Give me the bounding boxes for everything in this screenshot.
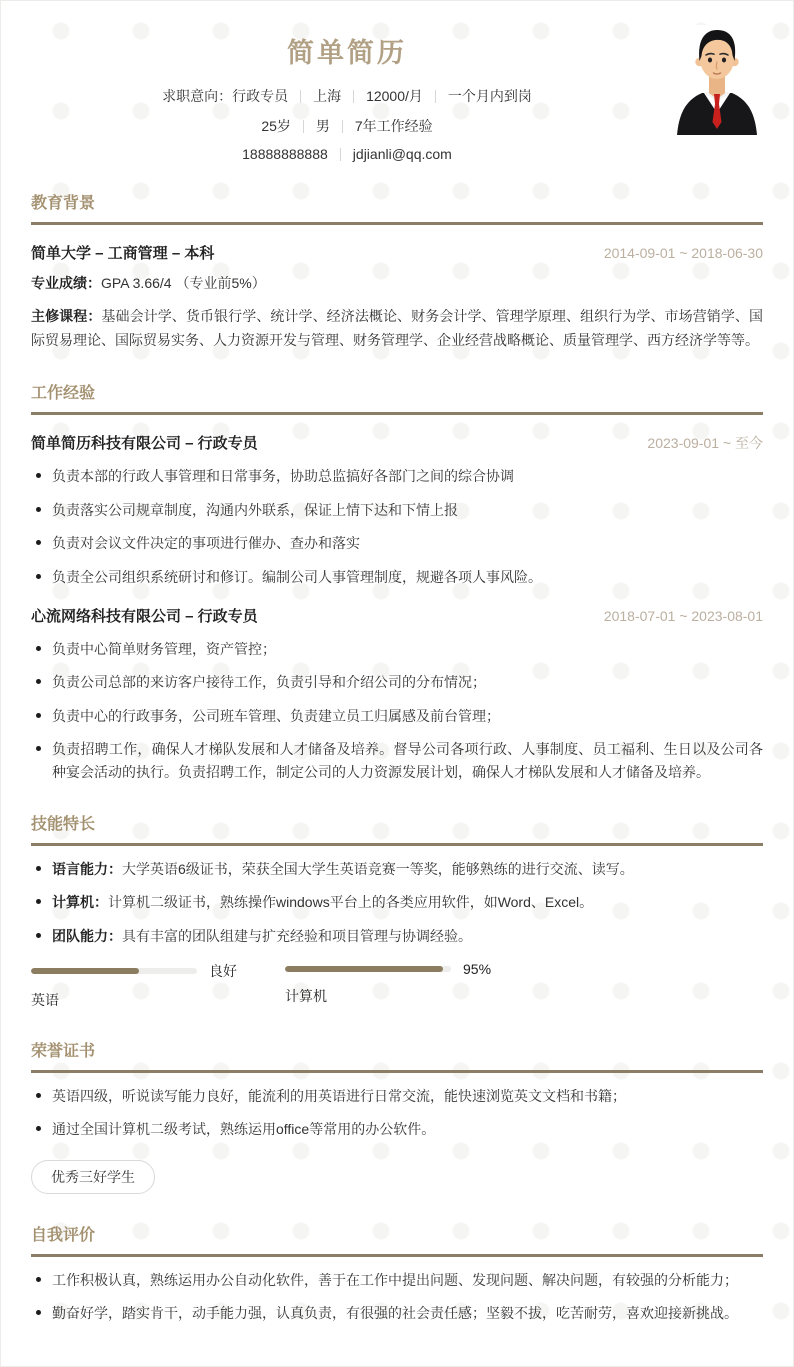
gpa-label: 专业成绩： (31, 275, 101, 291)
honor-item: 英语四级，听说读写能力良好，能流利的用英语进行日常交流，能快速浏览英文文档和书籍； (31, 1085, 763, 1107)
header-text-block (31, 25, 663, 162)
skill-text: 大学英语6级证书，荣获全国大学生英语竞赛一等奖，能够熟练的进行交流、读写。 (122, 860, 634, 877)
job-duty: 负责落实公司规章制度，沟通内外联系，保证上情下达和下情上报 (31, 499, 763, 521)
self-eval-heading: 自我评价 (31, 1222, 763, 1257)
personal-info-line (31, 116, 663, 136)
bar-row (285, 961, 491, 977)
job-duties (31, 638, 763, 783)
section-skills (31, 811, 763, 1010)
phone-number: 18888888888 (242, 146, 328, 162)
work-heading: 工作经验 (31, 380, 763, 415)
intent-city: 上海 (313, 88, 342, 104)
divider (342, 120, 343, 133)
skill-label: 团队能力： (52, 927, 122, 944)
section-self-evaluation (31, 1222, 763, 1325)
gender: 男 (315, 118, 330, 134)
resume-title: 简单简历 (287, 38, 407, 68)
job-intent-label: 求职意向： (162, 88, 233, 104)
job-date: 2018-07-01 ~ 2023-08-01 (603, 607, 763, 624)
skill-text: 具有丰富的团队组建与扩充经验和项目管理与协调经验。 (122, 927, 472, 944)
bar-value-label: 95% (463, 961, 492, 978)
section-education (31, 190, 763, 352)
skill-label: 计算机： (52, 894, 108, 911)
job-entry (31, 432, 763, 588)
progress-fill (31, 968, 139, 974)
progress-track (31, 968, 197, 974)
education-heading: 教育背景 (31, 190, 763, 225)
experience-years: 7年工作经验 (354, 118, 433, 134)
job-intent-line (31, 86, 663, 106)
skill-text: 计算机二级证书，熟练操作windows平台上的各类应用软件，如Word、Excel。 (108, 894, 594, 911)
email-address: jdjianli@qq.com (352, 146, 452, 162)
skill-bar-english (31, 961, 237, 1010)
gpa-value: GPA 3.66/4 （专业前5%） (101, 275, 266, 291)
skill-label: 语言能力： (52, 860, 122, 877)
bar-value-label: 良好 (209, 963, 237, 980)
job-duty: 负责公司总部的来访客户接待工作，负责引导和介绍公司的分布情况； (31, 671, 763, 693)
resume-header (31, 1, 763, 162)
age: 25岁 (261, 118, 291, 134)
avatar-illustration (671, 25, 763, 135)
divider (300, 90, 301, 103)
self-eval-item: 勤奋好学，踏实肯干，动手能力强，认真负责，有很强的社会责任感；坚毅不拔，吃苦耐劳，喜欢迎接新挑战。 (31, 1302, 763, 1324)
honor-list (31, 1085, 763, 1141)
photo-column (663, 25, 763, 135)
courses-label: 主修课程： (31, 307, 102, 324)
job-duty: 负责对会议文件决定的事项进行催办、查办和落实 (31, 532, 763, 554)
education-date: 2014-09-01 ~ 2018-06-30 (603, 245, 763, 261)
skill-item (31, 891, 763, 913)
company-position: 简单简历科技有限公司 – 行政专员 (31, 435, 258, 453)
job-duty: 负责中心的行政事务，公司班车管理、负责建立员工归属感及前台管理； (31, 705, 763, 727)
courses-value: 基础会计学、货币银行学、统计学、经济法概论、财务会计学、管理学原理、组织行为学、市场营销学、国际贸易理论、国际贸易实务、人力资源开发与管理、财务管理学、企业经营战略概论、质量管理学、西方经济学等等。 (31, 307, 764, 348)
job-entry (31, 605, 763, 783)
company-position: 心流网络科技有限公司 – 行政专员 (31, 607, 258, 625)
courses-line (31, 305, 763, 353)
job-duties (31, 465, 763, 588)
intent-availability: 一个月内到岗 (447, 88, 532, 104)
intent-salary: 12000/月 (366, 88, 423, 104)
job-duty: 负责中心简单财务管理，资产管控； (31, 638, 763, 660)
divider (303, 120, 304, 133)
job-duty: 负责本部的行政人事管理和日常事务，协助总监搞好各部门之间的综合协调 (31, 465, 763, 487)
skill-item (31, 858, 763, 880)
skill-bar-computer (285, 961, 491, 1010)
progress-fill (285, 966, 443, 972)
divider (340, 148, 341, 161)
self-eval-item: 工作积极认真，熟练运用办公自动化软件，善于在工作中提出问题、发现问题、解决问题，有较强的分析能力； (31, 1269, 763, 1291)
skill-item (31, 925, 763, 947)
section-work (31, 380, 763, 783)
bar-name: 计算机 (285, 988, 327, 1005)
job-duty: 负责招聘工作，确保人才梯队发展和人才储备及培养。督导公司各项行政、人事制度、员工福利、生日以及公司各种宴会活动的执行。负责招聘工作，制定公司的人力资源发展计划，确保人才梯队发展和人才储备及培养。 (31, 738, 763, 783)
self-eval-list (31, 1269, 763, 1325)
job-entry-head (31, 432, 763, 453)
job-entry-head (31, 605, 763, 626)
intent-position: 行政专员 (232, 88, 289, 104)
honor-badge: 优秀三好学生 (31, 1160, 155, 1194)
progress-track (285, 966, 451, 972)
skill-list (31, 858, 763, 947)
contact-line (31, 146, 663, 162)
honor-item: 通过全国计算机二级考试，熟练运用office等常用的办公软件。 (31, 1118, 763, 1140)
job-duty: 负责全公司组织系统研讨和修订。编制公司人事管理制度，规避各项人事风险。 (31, 566, 763, 588)
bar-name: 英语 (31, 992, 59, 1009)
gpa-line (31, 272, 763, 296)
bar-row (31, 961, 237, 981)
divider (353, 90, 354, 103)
divider (435, 90, 436, 103)
skills-heading: 技能特长 (31, 811, 763, 846)
skill-bars (31, 961, 763, 1010)
school-name: 简单大学 – 工商管理 – 本科 (31, 245, 215, 262)
job-date: 2023-09-01 ~ 至今 (647, 435, 763, 452)
section-honors (31, 1038, 763, 1194)
education-entry-head (31, 242, 763, 263)
profile-photo (671, 25, 763, 135)
honors-heading: 荣誉证书 (31, 1038, 763, 1073)
